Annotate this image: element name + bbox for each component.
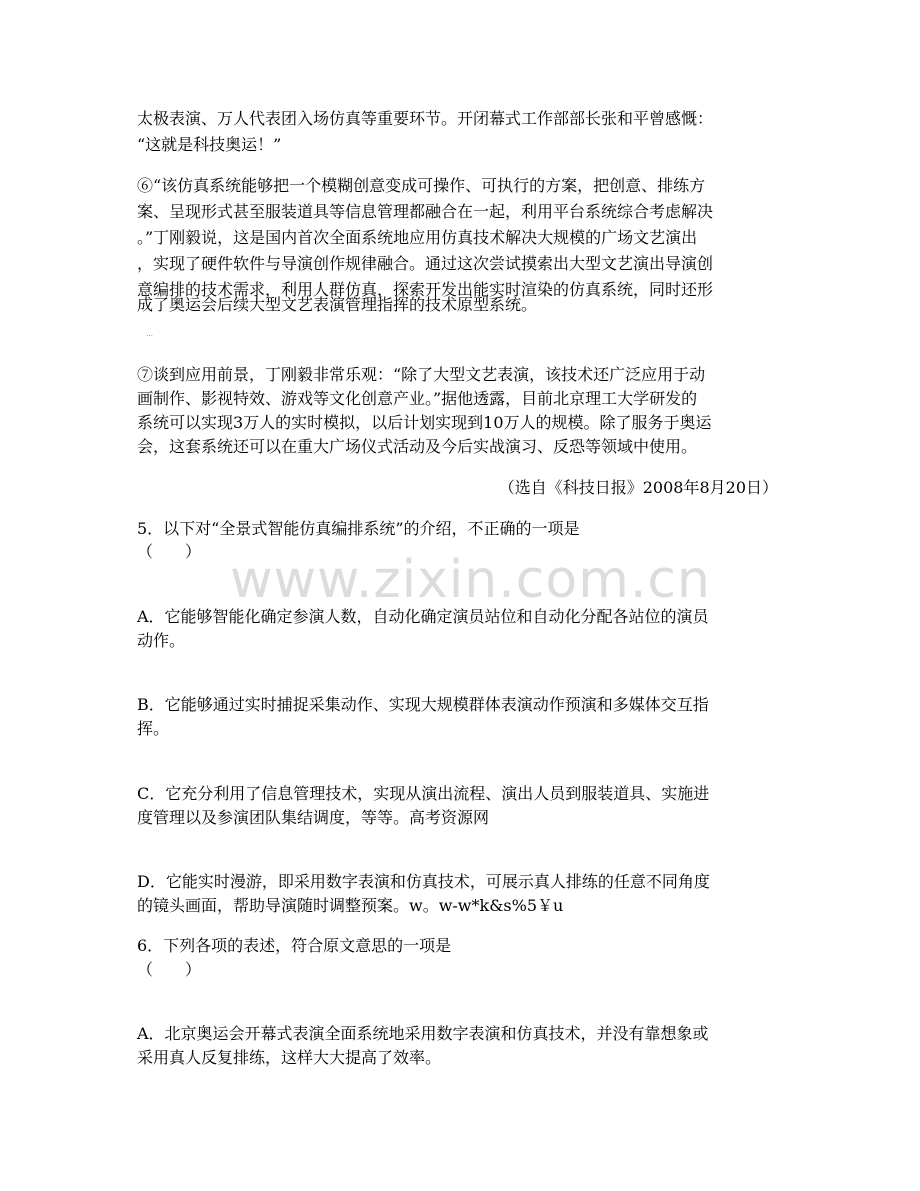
answer-blank: （ ） (137, 960, 202, 979)
option-a-line: A．北京奥运会开幕式表演全面系统地采用数字表演和仿真技术，并没有靠想象或 (137, 1024, 709, 1043)
paragraph-line: 。”丁刚毅说，这是国内首次全面系统地应用仿真技术解决大规模的广场文艺演出 (137, 228, 698, 247)
option-b-line: 挥。 (137, 719, 170, 738)
option-a-line: A．它能够智能化确定参演人数，自动化确定演员站位和自动化分配各站位的演员 (137, 607, 709, 626)
paragraph-line: 意编排的技术需求，利用人群仿真，探索开发出能实时渲染的仿真系统，同时还形 (137, 280, 714, 299)
option-d-line: 的镜头画面，帮助导演随时调整预案。w。w-w*k&s%5￥u (137, 896, 564, 915)
question-stem: 5．以下对“全景式智能仿真编排系统”的介绍，不正确的一项是 (137, 519, 580, 538)
small-mark: … (146, 330, 153, 338)
source-citation: （选自《科技日报》2008年8月20日） (498, 478, 778, 497)
paragraph-line: 会，这套系统还可以在重大广场仪式活动及今后实战演习、反恐等领域中使用。 (137, 437, 698, 456)
option-c-line: 度管理以及参演团队集结调度，等等。高考资源网 (137, 808, 490, 827)
paragraph-line: 成了奥运会后续大型文艺表演管理指挥的技术原型系统。 (137, 295, 538, 314)
paragraph-line: 案、呈现形式甚至服装道具等信息管理都融合在一起，利用平台系统综合考虑解决 (137, 202, 714, 221)
paragraph-line: ⑥“该仿真系统能够把一个模糊创意变成可操作、可执行的方案，把创意、排练方 (137, 176, 706, 195)
option-c-line: C．它充分利用了信息管理技术，实现从演出流程、演出人员到服装道具、实施进 (137, 784, 710, 803)
option-b-line: B．它能够通过实时捕捉采集动作、实现大规模群体表演动作预演和多媒体交互指 (137, 695, 709, 714)
answer-blank: （ ） (137, 542, 202, 561)
paragraph-line: ，实现了硬件软件与导演创作规律融合。通过这次尝试摸索出大型文艺演出导演创 (137, 254, 714, 273)
paragraph-line: 画制作、影视特效、游戏等文化创意产业。”据他透露，目前北京理工大学研发的 (137, 389, 698, 408)
paragraph-line: “这就是科技奥运！” (137, 135, 282, 154)
paragraph-line: 太极表演、万人代表团入场仿真等重要环节。开闭幕式工作部部长张和平曾感慨： (137, 109, 714, 128)
option-d-line: D．它能实时漫游，即采用数字表演和仿真技术，可展示真人排练的任意不同角度 (137, 872, 710, 891)
option-a-line: 采用真人反复排练，这样大大提高了效率。 (137, 1048, 442, 1067)
paragraph-line: ⑦谈到应用前景，丁刚毅非常乐观：“除了大型文艺表演，该技术还广泛应用于动 (137, 365, 706, 384)
question-stem: 6．下列各项的表述，符合原文意思的一项是 (137, 936, 452, 955)
watermark: www.zixin.com.cn (230, 550, 711, 610)
option-a-line: 动作。 (137, 631, 186, 650)
paragraph-line: 系统可以实现3万人的实时模拟，以后计划实现到10万人的规模。除了服务于奥运 (137, 413, 712, 432)
